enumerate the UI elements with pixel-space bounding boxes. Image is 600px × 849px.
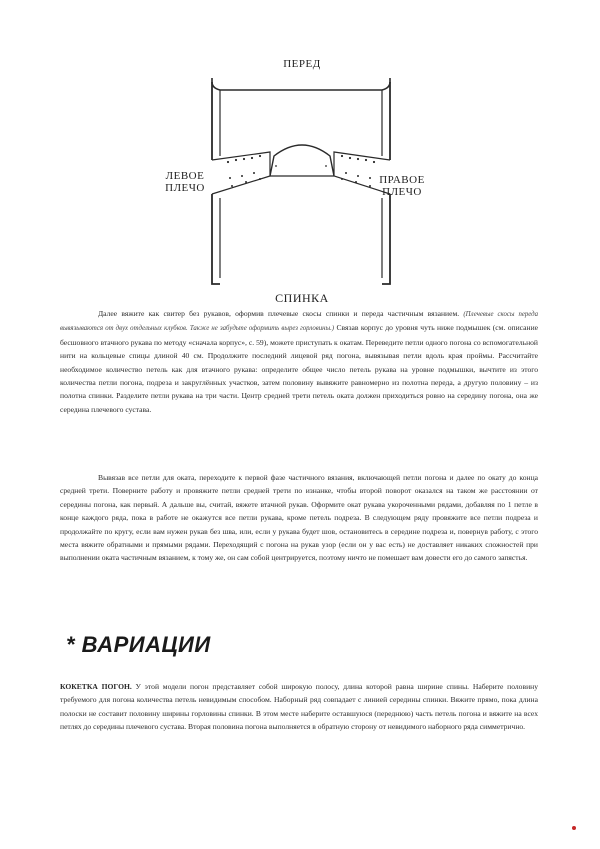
- paragraph1-text-a: Далее вяжите как свитер без рукавов, оформив плечевые скосы спинки и переда частичным вязанием.: [98, 309, 460, 318]
- yoke-diagram: [150, 52, 450, 308]
- right-shoulder-label-line2: ПЛЕЧО: [382, 186, 422, 198]
- paragraph-variation: [60, 680, 538, 734]
- left-shoulder-label-line1: ЛЕВОЕ: [165, 170, 205, 182]
- left-saddle-band: [212, 152, 270, 194]
- variation-text: У этой модели погон представляет собой широкую полосу, длина которой равна ширине спины. Наберите половину требуемого для погона количества петель невидимым способом. Наборный ряд совпадает с линией середины спинки. Вяжите прямо, пока длина полоски не составит половину ширины горловины спинки. В этом месте наберите оставшуюся (переднюю) часть петель погона и вяжите на всех петлях до середины плечевого сустава. Вторая половина погона выполняется в обратную сторону от невидимого наборного ряда симметрично.: [60, 682, 538, 732]
- red-dot-mark: [572, 826, 576, 830]
- front-label: ПЕРЕД: [283, 58, 321, 70]
- back-label: СПИНКА: [275, 291, 329, 305]
- paragraph2-text: Вывязав все петли для оката, переходите к первой фазе частичного вязания, включающей петли погона и далее по окату до конца средней трети. Поверните работу и провяжите петли средней трети по изнанке, чтобы второй поворот оказался на таком же расстоянии от середины погона, как первый. А дальше вы, считай, вяжете втачной рукав. Оформите окат рукава укороченными рядами, добавляя по 1 петле в конце каждого ряда, пока в работе не окажутся все петли рукава, кроме петель подреза. В следующем ряду провяжите все петли подреза и продолжайте по кругу, если вам нужен рукав без шва, или, если у рукава будет шов, остановитесь в середине подреза и, повернув работу, с этого места вяжите обратными и прямыми рядами. Переходящий с погона на рукав узор (если он у вас есть) не доставляет никаких сложностей при выполнении оката частичным вязанием, к тому же, он сам собой центрируется, поэтому ничто не помешает вам довести его до самого запястья.: [60, 473, 538, 563]
- variation-title: КОКЕТКА ПОГОН.: [60, 682, 132, 691]
- paragraph1-text-b: Связав корпус до уровня чуть ниже подмышек (см. описание бесшовного втачного рукава по методу «сначала корпус», с. 59), можете приступать к окатам. Переведите петли одного погона со вспомогательной нити на кольцевые спицы длиной 40 см. Продолжите последний лицевой ряд погона, вывязывая петли вдоль края проймы. Рассчитайте необходимое количество петель как для втачного рукава: определите общее число петель рукава на уровне подмышки, вычтите из этого количества петли погона, подреза и закруглённых участков, затем половину вывяжите равномерно из полотна переда, а другую половину – из полотна спинки. Разделите петли рукава на три части. Центр средней трети петель оката должен приходиться ровно на середину погона, она же середина плечевого сустава.: [60, 323, 539, 414]
- back-left-side: [212, 194, 220, 284]
- front-top-edge: [212, 78, 390, 90]
- left-shoulder-label-line2: ПЛЕЧО: [165, 182, 205, 194]
- right-shoulder-label: [372, 174, 432, 198]
- paragraph-instructions: [60, 307, 538, 416]
- section-heading: * ВАРИАЦИИ: [66, 632, 211, 657]
- neckline: [270, 145, 334, 176]
- paragraph1-note: (Плечевые скосы переда вывязываются от двух отдельных клубков. Также не забудьте оформить вырез горловины.): [60, 311, 538, 333]
- left-shoulder-label: [160, 170, 210, 194]
- right-shoulder-label-line1: ПРАВОЕ: [379, 174, 425, 186]
- paragraph-cap-shaping: [60, 471, 538, 565]
- back-right-side: [382, 194, 390, 284]
